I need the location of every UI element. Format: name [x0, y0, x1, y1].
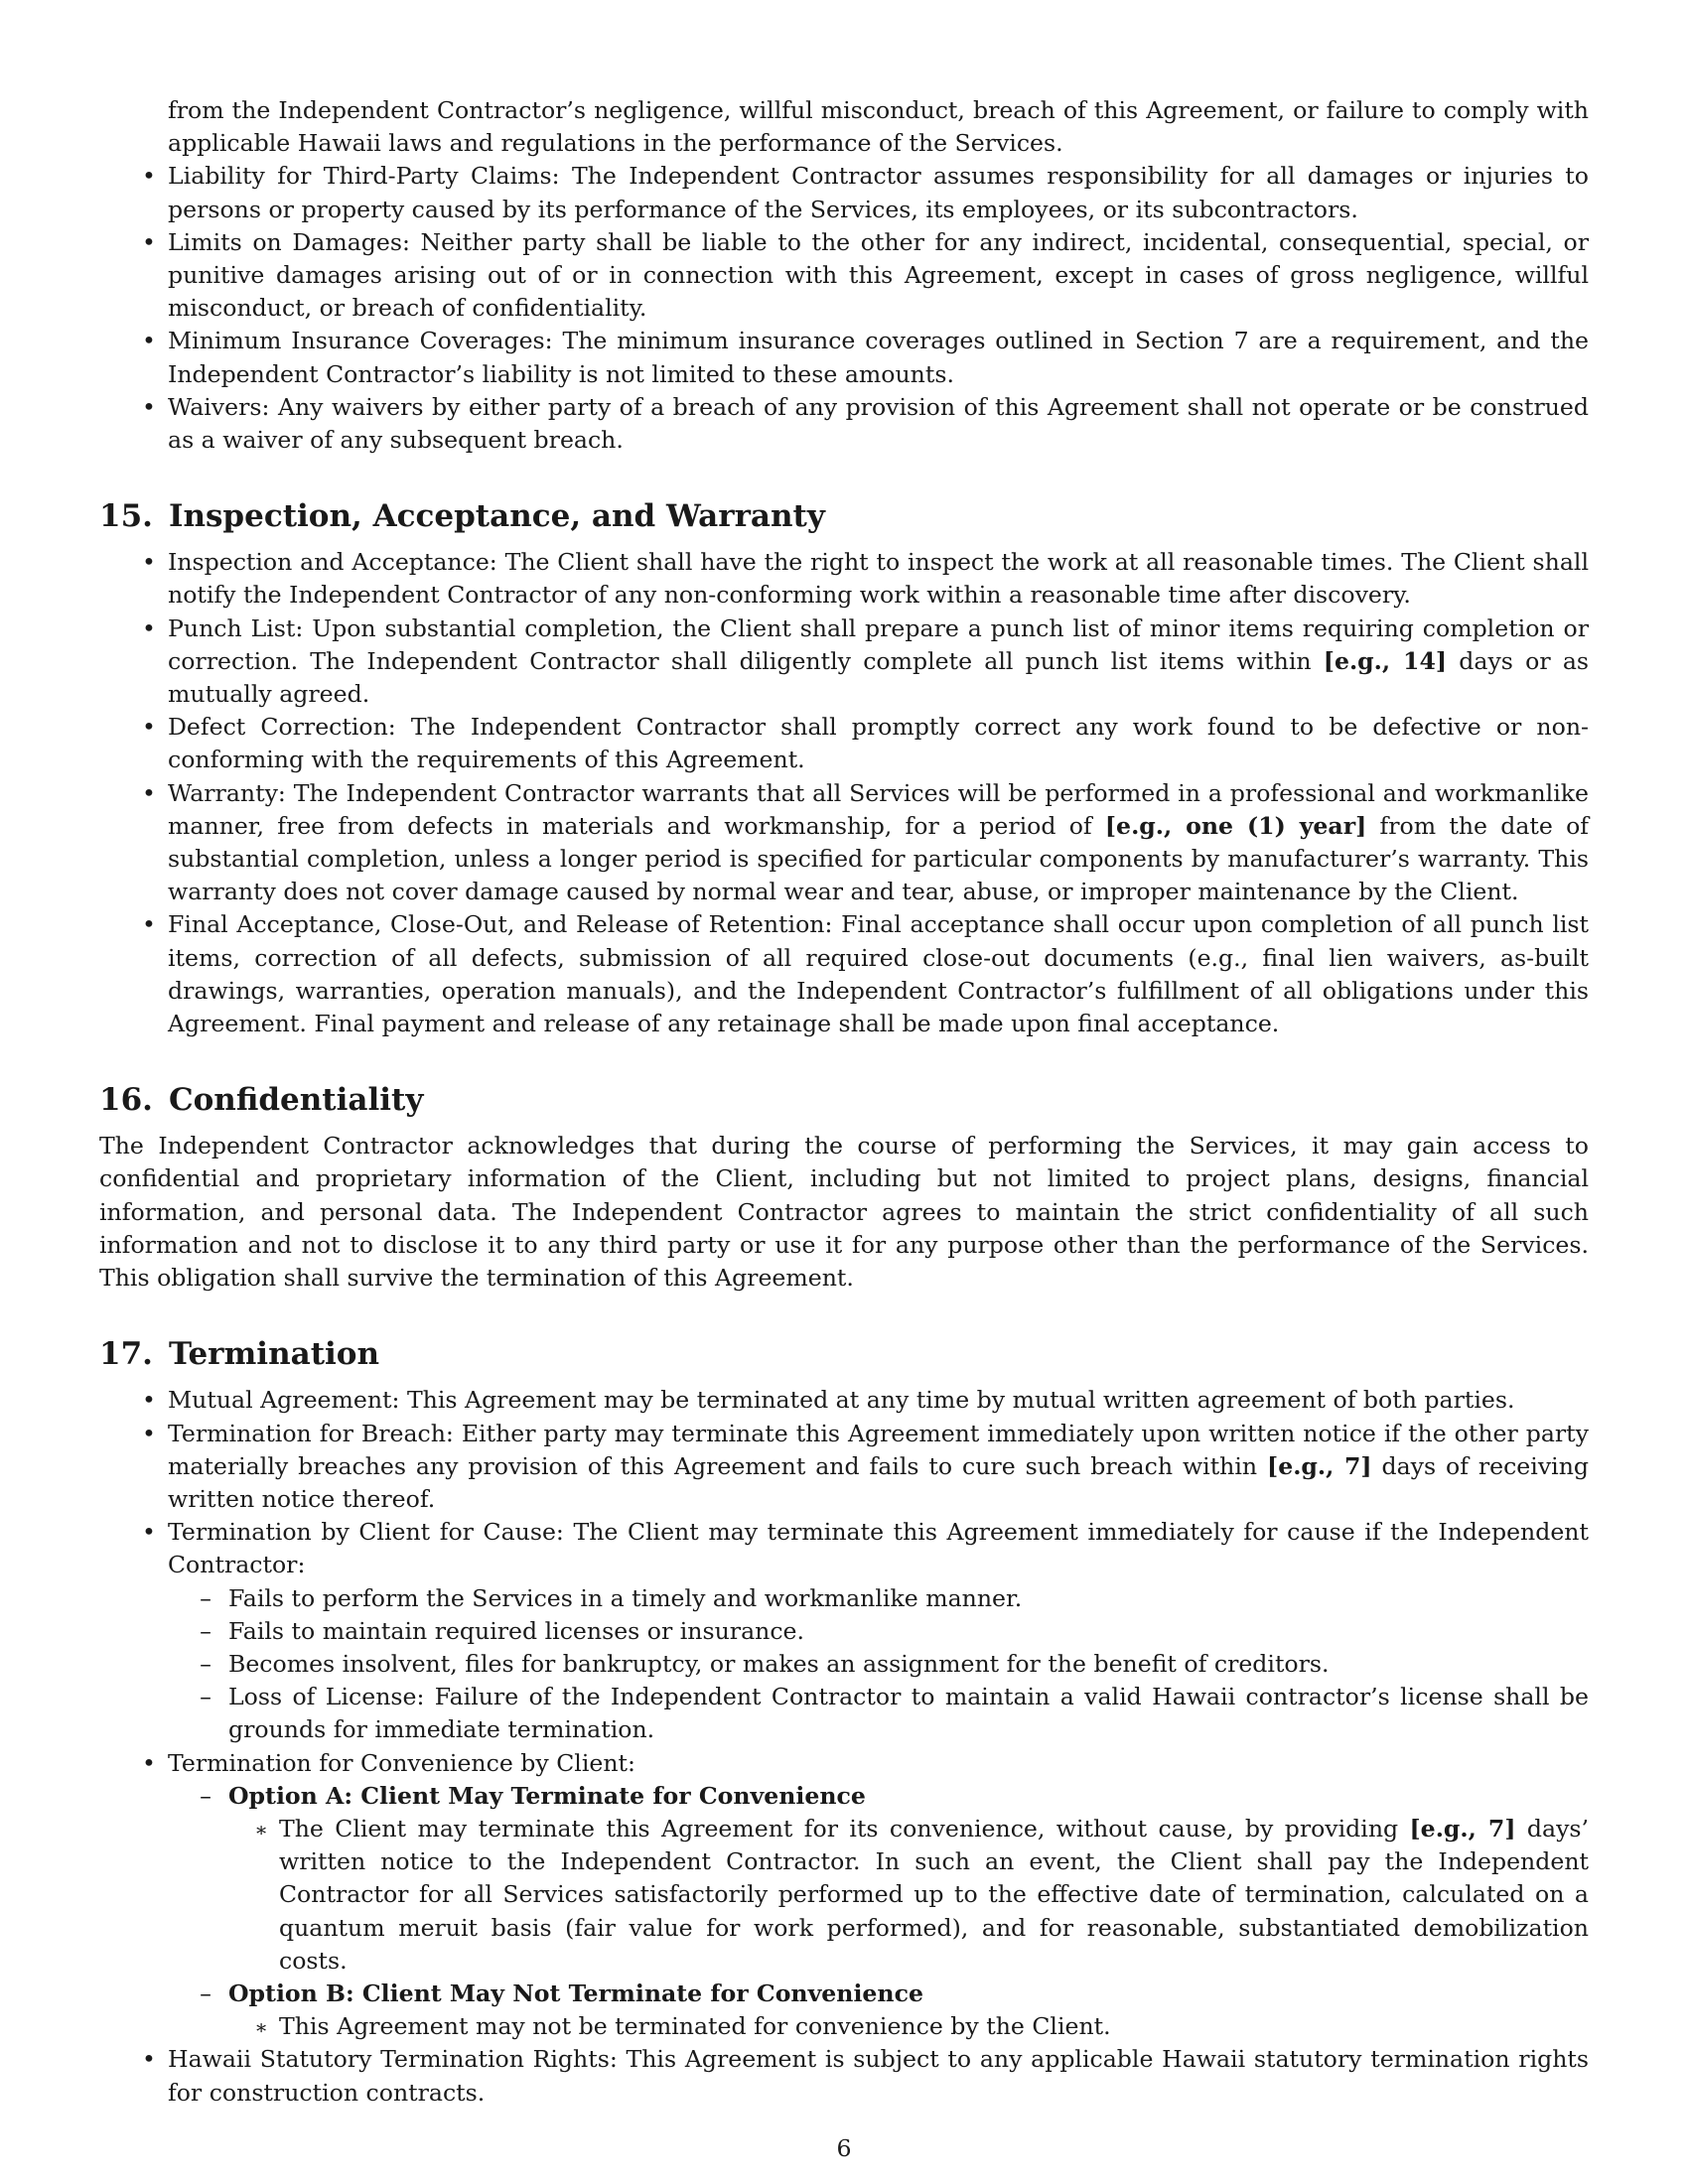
sub-list-item — [168, 1978, 1589, 2043]
list-item: • Final Acceptance, Close-Out, and Release of Retention: Final acceptance shall occur upon completion of all punch list items, correction of all defects, submission of all required close-out documents (e.g., final lien waivers, as-built drawings, warranties, operation manuals), and the Independent Contractor’s fulfillment of all obligations under this Agreement. Final payment and release of any retainage shall be made upon final acceptance. — [99, 908, 1589, 1040]
dash-icon: – — [200, 1649, 211, 1678]
bullet-icon: • — [142, 910, 156, 939]
placeholder-text: [e.g., 7] — [1409, 1814, 1516, 1843]
asterisk-icon: ∗ — [254, 1817, 268, 1842]
list-item: • Liability for Third-Party Claims: The Independent Contractor assumes responsibility for all damages or injuries to persons or property caused by its performance of the Services, its employees, or its subcontractors. — [99, 160, 1589, 225]
bullet-icon: • — [142, 1518, 156, 1547]
list-item: • Defect Correction: The Independent Contractor shall promptly correct any work found to be defective or non-conforming with the requirements of this Agreement. — [99, 711, 1589, 776]
option-b-list — [228, 2010, 1589, 2043]
cause-sublist — [168, 1582, 1589, 1747]
convenience-sublist — [168, 1780, 1589, 2044]
sub-list-item: – Fails to maintain required licenses or insurance. — [168, 1615, 1589, 1648]
dash-icon: – — [200, 1616, 211, 1645]
sub-sub-list-item: ∗ This Agreement may not be terminated for convenience by the Client. — [228, 2010, 1589, 2043]
list-item: • Punch List: Upon substantial completion, the Client shall prepare a punch list of minor items requiring completion or correction. The Independent Contractor shall diligently complete all punch list items within [e.g., 14] days or as mutually agreed. — [99, 613, 1589, 712]
page-number: 6 — [836, 2134, 852, 2162]
section-heading-15: 15. Inspection, Acceptance, and Warranty — [99, 498, 825, 535]
bullet-icon: • — [142, 614, 156, 642]
option-a-title: Option A: Client May Terminate for Convenience — [228, 1781, 866, 1810]
bullet-icon: • — [142, 1386, 156, 1415]
bullet-icon: • — [142, 1419, 156, 1447]
list-item: • Termination for Breach: Either party may terminate this Agreement immediately upon written notice if the other party materially breaches any provision of this Agreement and fails to cure such breach within [e.g., 7] days of receiving written notice thereof. — [99, 1418, 1589, 1517]
bullet-icon: • — [142, 227, 156, 256]
list-item: • Minimum Insurance Coverages: The minimum insurance coverages outlined in Section 7 are a requirement, and the Independent Contractor’s liability is not limited to these amounts. — [99, 325, 1589, 390]
bullet-icon: • — [142, 2045, 156, 2074]
sub-list-item: – Becomes insolvent, files for bankruptcy, or makes an assignment for the benefit of creditors. — [168, 1648, 1589, 1681]
list-item: • Inspection and Acceptance: The Client shall have the right to inspect the work at all reasonable times. The Client shall notify the Independent Contractor of any non-conforming work within a reasonable time after discovery. — [99, 546, 1589, 612]
sec14-continuation-text: from the Independent Contractor’s negligence, willful misconduct, breach of this Agreement, or failure to comply with applicable Hawaii laws and regulations in the performance of the Services. — [168, 96, 1589, 158]
placeholder-text: [e.g., 14] — [1323, 646, 1448, 675]
dash-icon: – — [200, 1781, 211, 1810]
confidentiality-paragraph: The Independent Contractor acknowledges that during the course of performing the Services, it may gain access to confidential and proprietary information of the Client, including but not limited to project plans, designs, financial information, and personal data. The Independent Contractor agrees to maintain the strict confidentiality of all such information and not to disclose it to any third party or use it for any purpose other than the performance of the Services. This obligation shall survive the termination of this Agreement. — [99, 1132, 1589, 1293]
section-heading-17: 17. Termination — [99, 1336, 380, 1373]
section-heading-16: 16. Confidentiality — [99, 1082, 424, 1119]
asterisk-icon: ∗ — [254, 2015, 268, 2040]
list-item: • Termination by Client for Cause: The Client may terminate this Agreement immediately for cause if the Independent Contractor: – Fails to perform the Services in a timely and workmanlike manner. – Fails to maintain required licenses or insurance. – Becomes insolvent, files for bankruptcy, or makes an assignment for the benefit of creditors. – Loss of License: Failure of the Independent Contractor to maintain a valid Hawaii contractor’s license shall be grounds for immediate termination. — [99, 1516, 1589, 1746]
list-item: • Hawaii Statutory Termination Rights: This Agreement is subject to any applicable Hawaii statutory termination rights for construction contracts. — [99, 2043, 1589, 2109]
option-a-list — [228, 1813, 1589, 1978]
sub-sub-list-item: ∗ The Client may terminate this Agreement for its convenience, without cause, by providing [e.g., 7] days’ written notice to the Independent Contractor. In such an event, the Client shall pay the Independent Contractor for all Services satisfactorily performed up to the effective date of termination, calculated on a quantum meruit basis (fair value for work performed), and for reasonable, substantiated demobilization costs. — [228, 1813, 1589, 1978]
sec15-list — [99, 546, 1589, 1040]
bullet-icon: • — [142, 548, 156, 577]
list-item: • Waivers: Any waivers by either party of a breach of any provision of this Agreement shall not operate or be construed as a waiver of any subsequent breach. — [99, 391, 1589, 457]
sub-list-item: – Fails to perform the Services in a timely and workmanlike manner. — [168, 1582, 1589, 1615]
list-item: • Termination for Convenience by Client: – Option A: Client May Terminate for Convenience ∗ The Client may terminate this Agreement for its convenience, without cause, by providing [e.g., 7] days’ written notice to the Independent Contractor. In such an event, the Client shall pay the Independent Contractor for all Services satisfactorily performed up to the effective date of termination, calculated on a quantum meruit basis (fair value for work performed), and for reasonable, substantiated demobilization costs. – Option B: Client May Not Terminate for Convenience ∗ This Agreement may not be terminated for convenience by the Client. — [99, 1747, 1589, 2044]
bullet-icon: • — [142, 392, 156, 421]
sec14-list — [99, 160, 1589, 457]
sub-list-item: – Loss of License: Failure of the Independent Contractor to maintain a valid Hawaii contractor’s license shall be grounds for immediate termination. — [168, 1681, 1589, 1746]
option-b-title: Option B: Client May Not Terminate for Convenience — [228, 1979, 923, 2007]
bullet-icon: • — [142, 1748, 156, 1777]
sub-list-item — [168, 1780, 1589, 1978]
bullet-icon: • — [142, 162, 156, 191]
bullet-icon: • — [142, 778, 156, 807]
dash-icon: – — [200, 1979, 211, 2007]
bullet-icon: • — [142, 713, 156, 742]
placeholder-text: [e.g., one (1) year] — [1104, 811, 1367, 840]
sec17-list — [99, 1384, 1589, 2109]
list-item: • Mutual Agreement: This Agreement may be terminated at any time by mutual written agreement of both parties. — [99, 1384, 1589, 1417]
dash-icon: – — [200, 1583, 211, 1612]
dash-icon: – — [200, 1683, 211, 1711]
list-item: • Limits on Damages: Neither party shall be liable to the other for any indirect, incidental, consequential, special, or punitive damages arising out of or in connection with this Agreement, except in cases of gross negligence, willful misconduct, or breach of confidentiality. — [99, 226, 1589, 326]
list-item: • Warranty: The Independent Contractor warrants that all Services will be performed in a professional and workmanlike manner, free from defects in materials and workmanship, for a period of [e.g., one (1) year] from the date of substantial completion, unless a longer period is specified for particular components by manufacturer’s warranty. This warranty does not cover damage caused by normal wear and tear, abuse, or improper maintenance by the Client. — [99, 777, 1589, 909]
placeholder-text: [e.g., 7] — [1267, 1451, 1372, 1480]
bullet-icon: • — [142, 327, 156, 355]
